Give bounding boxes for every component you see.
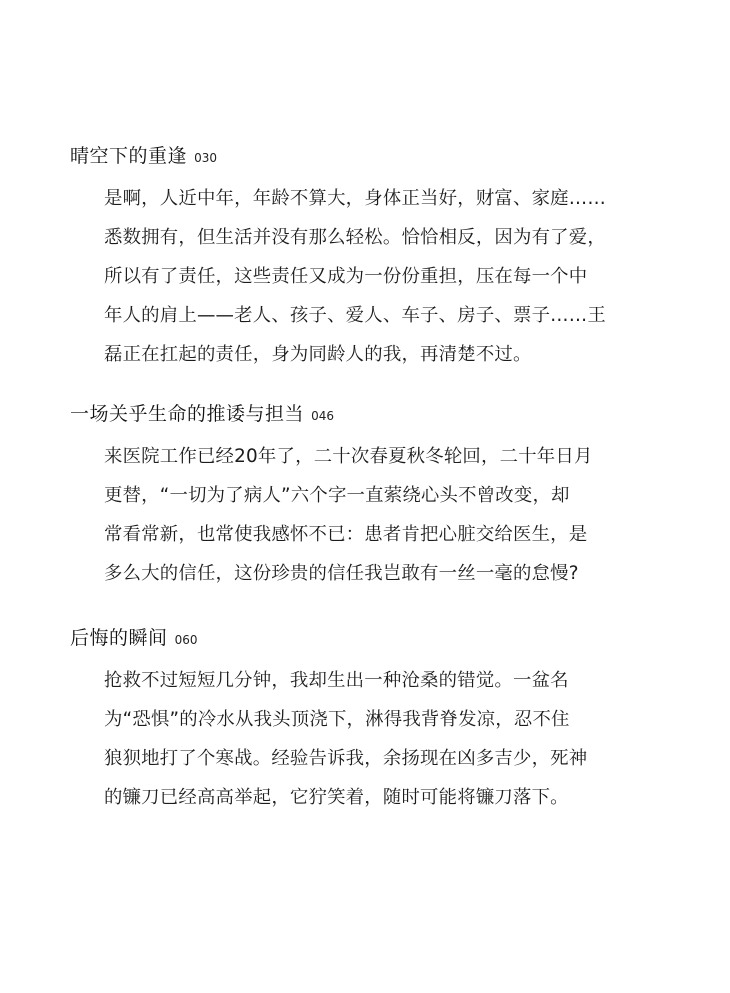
- text-line: 多么大的信任，这份珍贵的信任我岂敢有一丝一毫的怠慢?: [104, 563, 579, 584]
- page-number: 046: [311, 409, 335, 423]
- section-title: 后悔的瞬间: [70, 627, 168, 649]
- excerpt-paragraph: [104, 437, 624, 593]
- page-number: 030: [194, 151, 218, 165]
- section-heading: [70, 621, 670, 655]
- excerpt-paragraph: [104, 661, 624, 817]
- section-heading: [70, 139, 670, 173]
- text-line: 年人的肩上——老人、孩子、爱人、车子、房子、票子……王: [104, 305, 606, 326]
- text-line: 常看常新，也常使我感怀不已：患者肯把心脏交给医生，是: [104, 524, 588, 545]
- section-heading: [70, 397, 670, 431]
- text-line: 是啊，人近中年，年龄不算大，身体正当好，财富、家庭……: [104, 188, 606, 209]
- text-line: 悉数拥有，但生活并没有那么轻松。恰恰相反，因为有了爱，: [104, 227, 606, 248]
- excerpt-section: [70, 397, 670, 593]
- text-line: 狼狈地打了个寒战。经验告诉我，余扬现在凶多吉少，死神: [104, 748, 588, 769]
- section-title: 晴空下的重逢: [70, 145, 188, 167]
- section-title: 一场关乎生命的推诿与担当: [70, 403, 305, 425]
- page-number: 060: [174, 633, 198, 647]
- text-line: 来医院工作已经20年了，二十次春夏秋冬轮回，二十年日月: [104, 446, 593, 467]
- text-line: 所以有了责任，这些责任又成为一份份重担，压在每一个中: [104, 266, 588, 287]
- text-line: 更替，“一切为了病人”六个字一直萦绕心头不曾改变，却: [104, 485, 570, 506]
- text-line: 的镰刀已经高高举起，它狞笑着，随时可能将镰刀落下。: [104, 787, 569, 808]
- excerpt-section: [70, 139, 670, 374]
- excerpt-section: [70, 621, 670, 817]
- text-line: 为“恐惧”的冷水从我头顶浇下，淋得我背脊发凉，忍不住: [104, 709, 570, 730]
- excerpt-paragraph: [104, 179, 624, 374]
- text-line: 磊正在扛起的责任，身为同龄人的我，再清楚不过。: [104, 344, 532, 365]
- text-line: 抢救不过短短几分钟，我却生出一种沧桑的错觉。一盆名: [104, 670, 569, 691]
